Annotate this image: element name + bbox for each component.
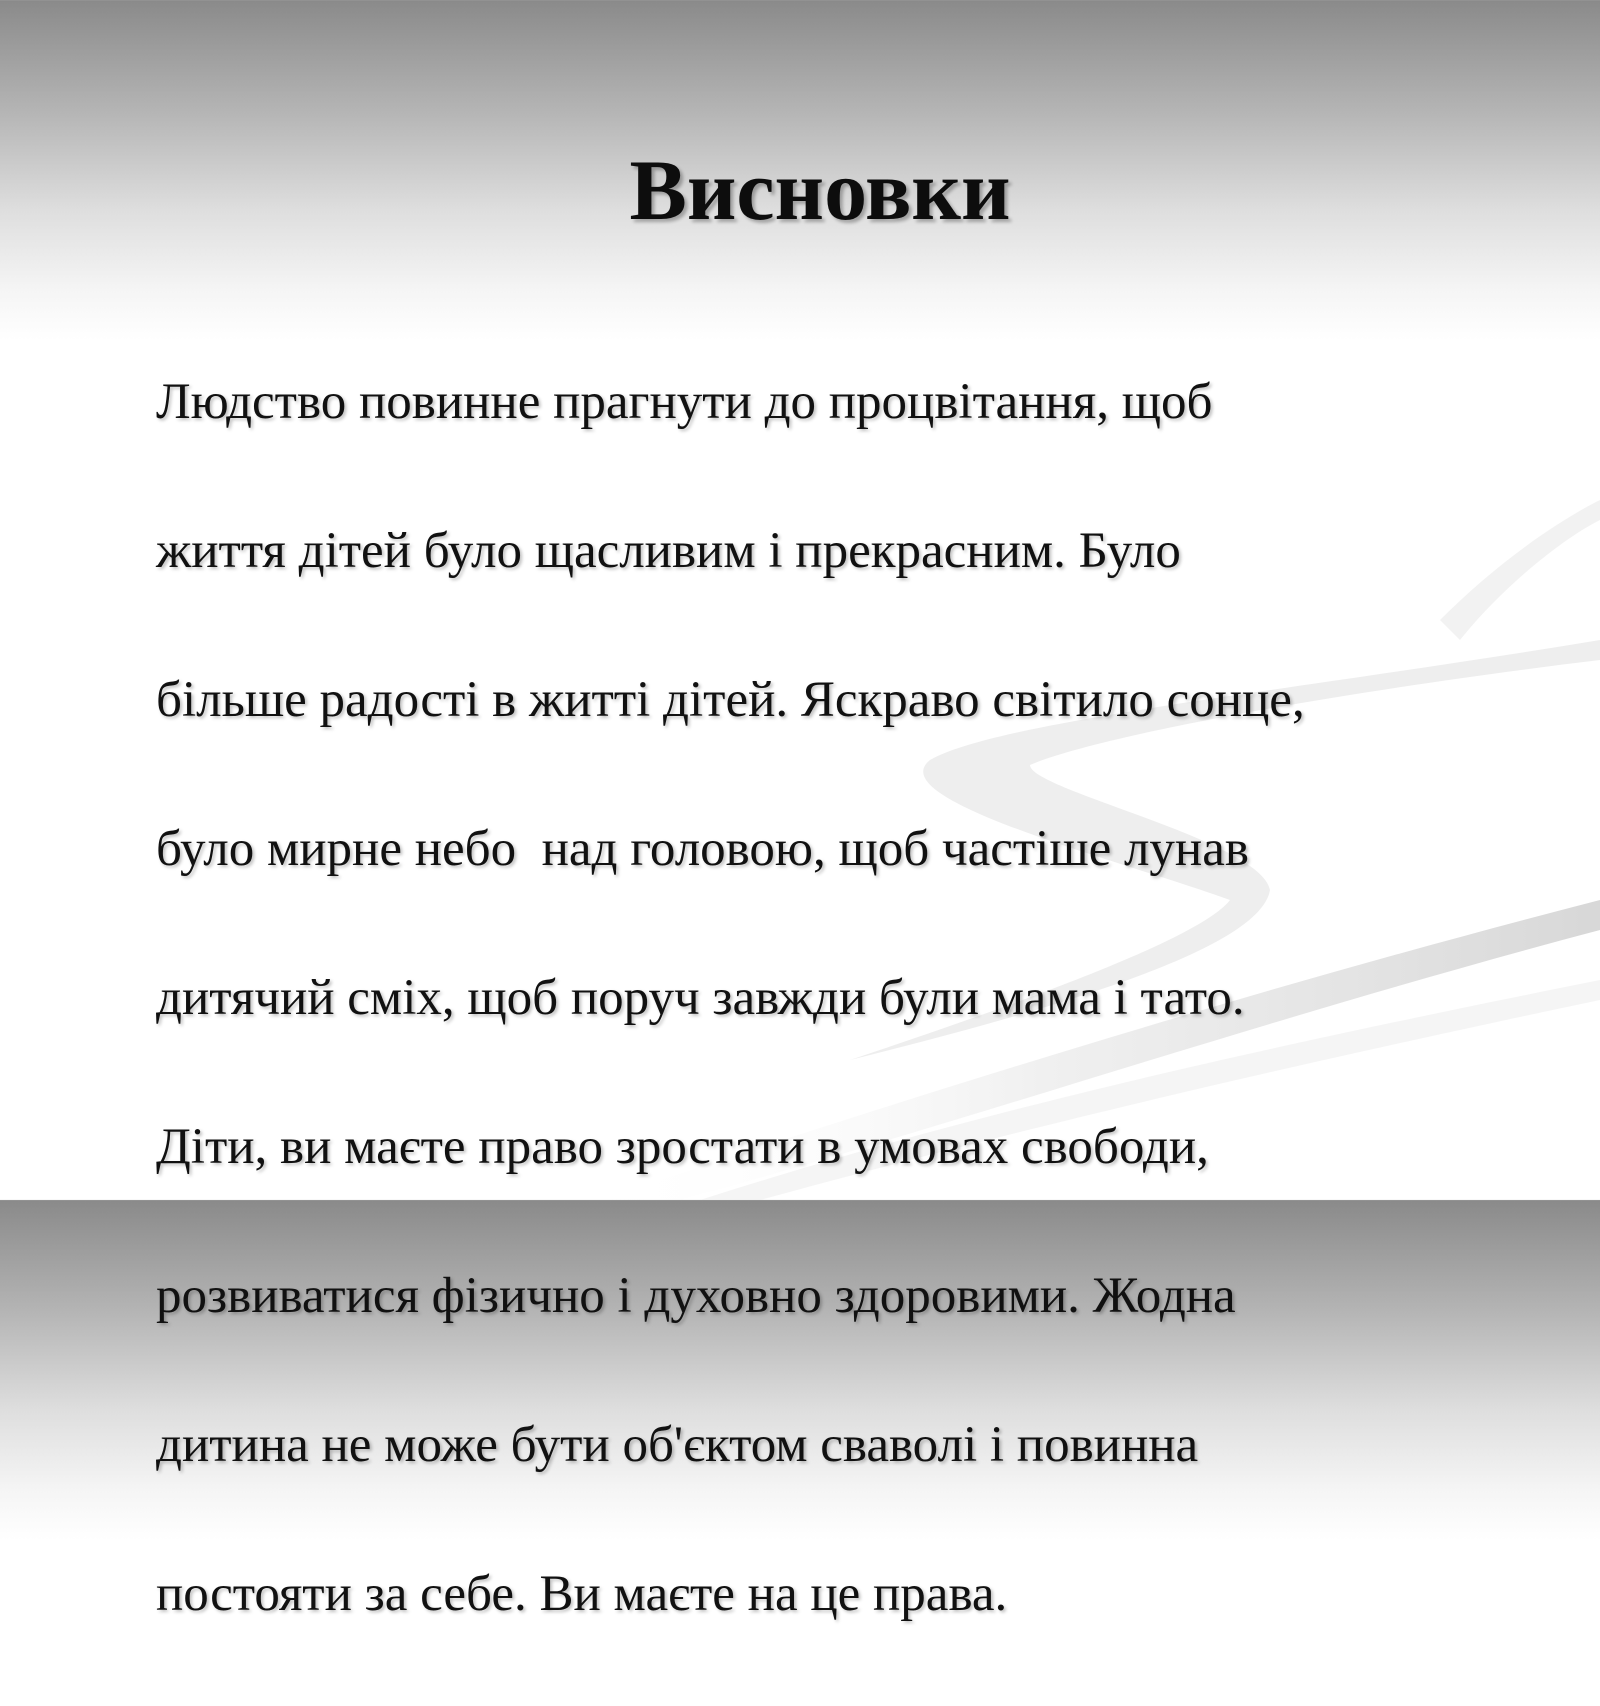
body-line: більше радості в житті дітей. Яскраво світило сонце, <box>156 671 1305 728</box>
body-line: дитина не може бути об'єктом сваволі і повинна <box>156 1416 1199 1473</box>
body-line: життя дітей було щасливим і прекрасним. Було <box>156 522 1181 579</box>
body-line: Людство повинне прагнути до процвітання, щоб <box>156 373 1213 430</box>
body-line: дитячий сміх, щоб поруч завжди були мама і тато. <box>156 969 1245 1026</box>
body-line: розвиватися фізично і духовно здоровими. Жодна <box>156 1267 1236 1324</box>
body-line: Діти, ви маєте право зростати в умовах свободи, <box>156 1118 1209 1175</box>
body-line: постояти за себе. Ви маєте на це права. <box>156 1565 1008 1622</box>
body-line: було мирне небо над головою, щоб частіше лунав <box>156 820 1249 877</box>
slide-body <box>156 290 1516 1706</box>
slide-title: Висновки <box>629 142 1011 238</box>
